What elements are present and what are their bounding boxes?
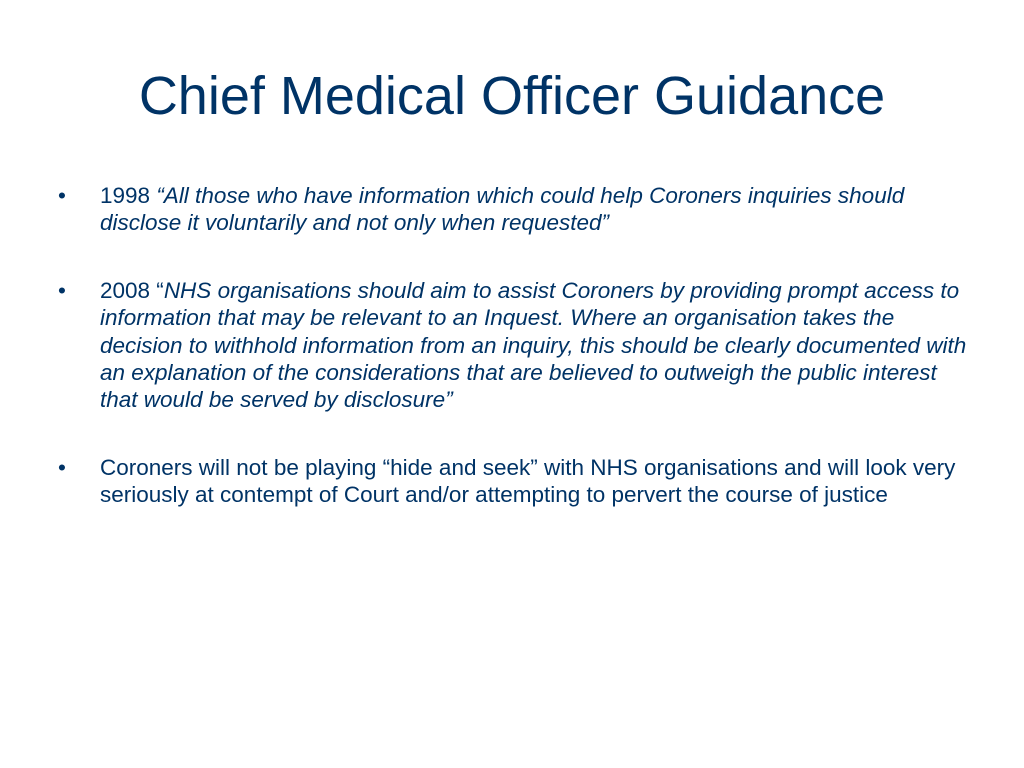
bullet-icon: • — [58, 277, 66, 303]
bullet-1998 — [58, 182, 978, 237]
bullet-text: Coroners will not be playing “hide and seek” with NHS organisations and will look very seriously at contempt of Court and/or attempting to pervert the course of justice — [100, 454, 956, 508]
bullet-coroners — [58, 454, 978, 509]
bullet-list — [58, 182, 978, 549]
bullet-year: 2008 “ — [100, 277, 164, 303]
bullet-quote: NHS organisations should aim to assist Coroners by providing prompt access to information that may be relevant to an Inquest. Where an organisation takes the decision to withhold information from an inquiry, this should be clearly documented with an explanation of the considerations that are believed to outweigh the public interest that would be served by disclosure” — [100, 277, 967, 413]
bullet-quote: “All those who have information which could help Coroners inquiries should disclose it voluntarily and not only when requested” — [100, 183, 905, 236]
bullet-2008 — [58, 277, 978, 414]
bullet-icon: • — [58, 183, 66, 208]
bullet-icon: • — [58, 454, 66, 480]
slide-title: Chief Medical Officer Guidance — [138, 66, 886, 126]
bullet-year: 1998 — [100, 183, 157, 208]
